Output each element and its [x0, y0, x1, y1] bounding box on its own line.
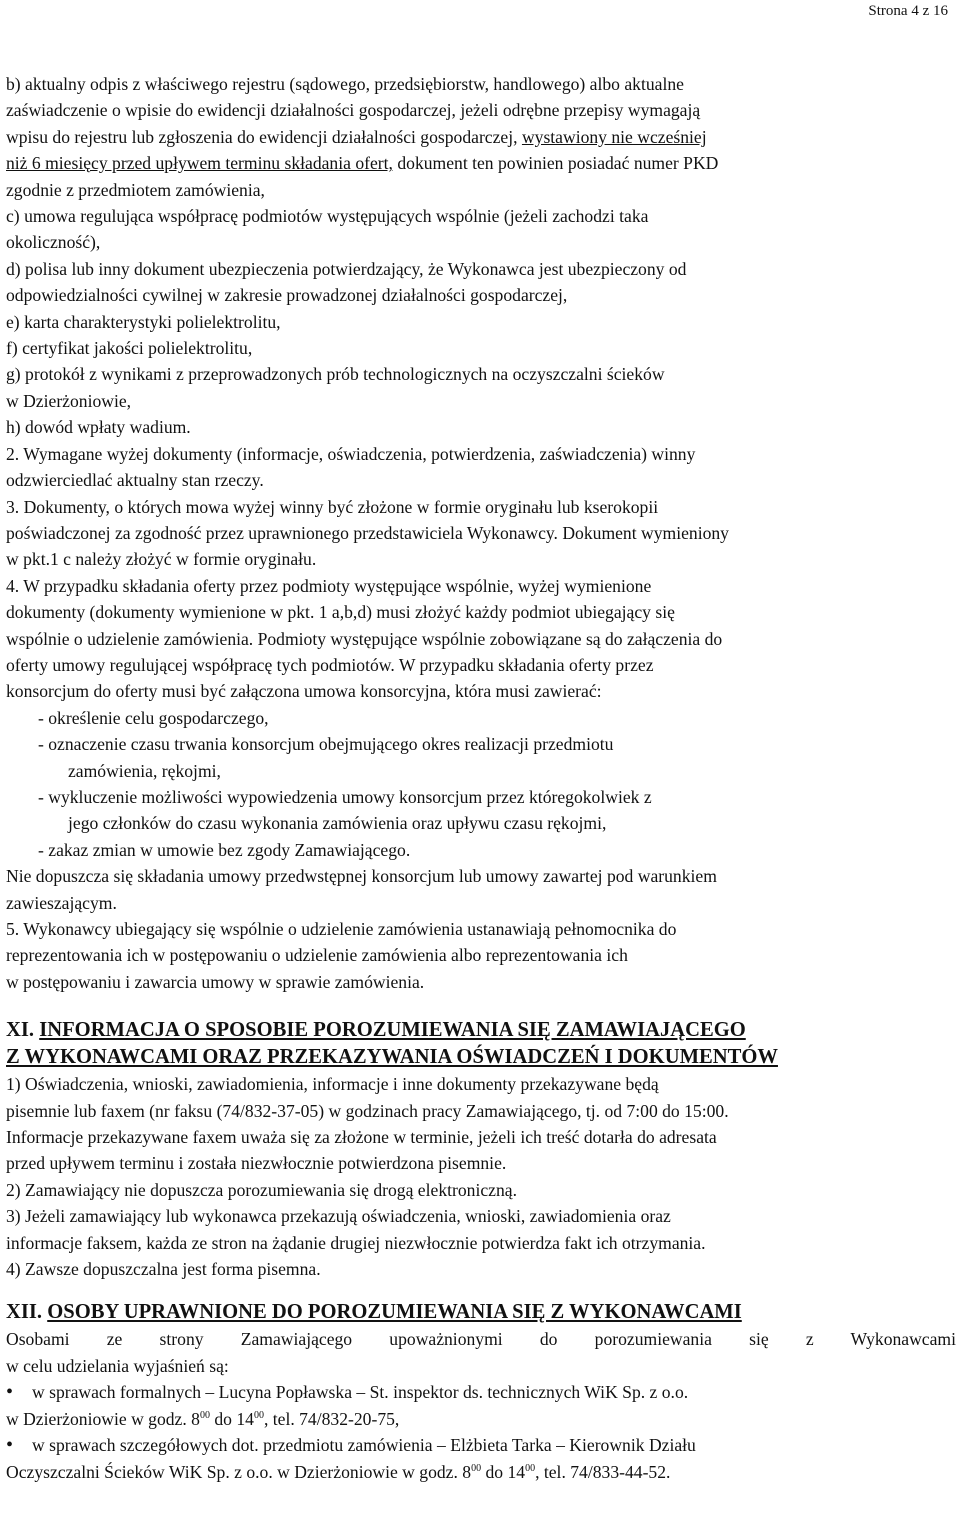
section-xi-heading: [6, 1017, 956, 1044]
superscript: 00: [471, 1462, 482, 1474]
text-span-underlined: wystawiony nie wcześniej: [521, 126, 707, 147]
text-span: w Dzierżoniowie w godz. 8: [6, 1408, 200, 1429]
text-line: h) dowód wpłaty wadium.: [6, 417, 191, 438]
list-item-continuation: zamówienia, rękojmi,: [68, 760, 221, 781]
page-number: Strona 4 z 16: [868, 3, 948, 19]
text-line: pisemnie lub faxem (nr faksu (74/832-37-05) w godzinach pracy Zamawiającego, tj. od 7:00 do 15:00.: [6, 1100, 729, 1121]
text-line: odpowiedzialności cywilnej w zakresie prowadzonej działalności gospodarczej,: [6, 285, 568, 306]
text-span: , tel. 74/833-44-52.: [535, 1461, 671, 1482]
section-xi-heading-line2: [6, 1044, 956, 1071]
text-line: [6, 150, 956, 176]
text-span: do 14: [209, 1408, 254, 1429]
section-title: INFORMACJA O SPOSOBIE POROZUMIEWANIA SIĘ ZAMAWIAJĄCEGO: [39, 1019, 746, 1042]
text-line: d) polisa lub inny dokument ubezpieczenia potwierdzający, że Wykonawca jest ubezpieczony od: [6, 258, 687, 279]
list-item: - zakaz zmian w umowie bez zgody Zamawiającego.: [38, 839, 411, 860]
text-line: b) aktualny odpis z właściwego rejestru (sądowego, przedsiębiorstw, handlowego) albo aktualne: [6, 74, 684, 94]
list-item: - wykluczenie możliwości wypowiedzenia umowy konsorcjum przez któregokolwiek z: [38, 786, 652, 807]
text-line: dokumenty (dokumenty wymienione w pkt. 1 a,b,d) musi złożyć każdy podmiot ubiegający się: [6, 602, 675, 623]
text-span-underlined: niż 6 miesięcy przed upływem terminu składania ofert,: [6, 153, 393, 174]
document-body: [6, 71, 956, 1485]
text-span: Oczyszczalni Ścieków WiK Sp. z o.o. w Dzierżoniowie w godz. 8: [6, 1461, 472, 1482]
text-line: 2) Zamawiający nie dopuszcza porozumiewania się drogą elektroniczną.: [6, 1179, 517, 1200]
text-line: 4) Zawsze dopuszczalna jest forma pisemna.: [6, 1259, 321, 1280]
section-number: XII.: [6, 1301, 43, 1324]
section-xii-heading: [6, 1299, 956, 1326]
superscript: 00: [525, 1462, 536, 1474]
text-line: 3) Jeżeli zamawiający lub wykonawca przekazują oświadczenia, wnioski, zawiadomienia oraz: [6, 1206, 671, 1227]
bullet-continuation: [6, 1459, 956, 1485]
text-line: [6, 124, 956, 150]
text-line: odzwierciedlać aktualny stan rzeczy.: [6, 470, 264, 491]
list-item: - oznaczenie czasu trwania konsorcjum obejmującego okres realizacji przedmiotu: [38, 734, 614, 755]
text-line: zaświadczenie o wpisie do ewidencji działalności gospodarczej, jeżeli odrębne przepisy wymagają: [6, 100, 701, 121]
text-line: e) karta charakterystyki polielektrolitu,: [6, 311, 281, 332]
text-line: przed upływem terminu i została niezwłocznie potwierdzona pisemnie.: [6, 1153, 507, 1174]
text-line: oferty umowy regulującej współpracę tych podmiotów. W przypadku składania oferty przez: [6, 654, 654, 675]
text-line: zawieszającym.: [6, 892, 117, 913]
text-line: Osobami ze strony Zamawiającego upoważnionymi do porozumiewania się z Wykonawcami: [6, 1329, 956, 1350]
text-line: 2. Wymagane wyżej dokumenty (informacje, oświadczenia, potwierdzenia, zaświadczenia) winny: [6, 443, 696, 464]
text-line: poświadczonej za zgodność przez uprawnionego przedstawiciela Wykonawcy. Dokument wymieniony: [6, 522, 729, 543]
text-line: Informacje przekazywane faxem uważa się za złożone w terminie, jeżeli ich treść dotarła do adresata: [6, 1127, 717, 1148]
section-spacer: [6, 995, 956, 1017]
text-line: informacje faksem, każda ze stron na żądanie drugiej niezwłocznie potwierdza fakt ich otrzymania.: [6, 1232, 706, 1253]
text-line: g) protokół z wynikami z przeprowadzonych prób technologicznych na oczyszczalni ścieków: [6, 364, 665, 385]
text-line: 5. Wykonawcy ubiegający się wspólnie o udzielenie zamówienia ustanawiają pełnomocnika do: [6, 919, 677, 939]
text-line: w pkt.1 c należy złożyć w formie oryginału.: [6, 549, 317, 570]
section-title: OSOBY UPRAWNIONE DO POROZUMIEWANIA SIĘ Z WYKONAWCAMI: [47, 1301, 742, 1324]
text-line: zgodnie z przedmiotem zamówienia,: [6, 179, 265, 200]
section-spacer: [6, 1282, 956, 1299]
text-span: do 14: [481, 1461, 526, 1482]
text-line: w celu udzielania wyjaśnień są:: [6, 1355, 229, 1376]
text-line: konsorcjum do oferty musi być załączona umowa konsorcyjna, która musi zawierać:: [6, 681, 602, 702]
text-line: 1) Oświadczenia, wnioski, zawiadomienia, informacje i inne dokumenty przekazywane będą: [6, 1074, 659, 1095]
superscript: 00: [253, 1409, 264, 1421]
bullet-item: • w sprawach formalnych – Lucyna Popławska – St. inspektor ds. technicznych WiK Sp. z o.o.: [6, 1379, 956, 1405]
text-span: , tel. 74/832-20-75,: [263, 1408, 400, 1429]
text-line: w postępowaniu i zawarcia umowy w sprawie zamówienia.: [6, 971, 425, 992]
text-span: wpisu do rejestru lub zgłoszenia do ewidencji działalności gospodarczej,: [6, 126, 518, 147]
text-line: wspólnie o udzielenie zamówienia. Podmioty występujące wspólnie zobowiązane są do załączenia do: [6, 628, 723, 649]
text-line: c) umowa regulująca współpracę podmiotów występujących wspólnie (jeżeli zachodzi taka: [6, 206, 649, 227]
list-item-continuation: jego członków do czasu wykonania zamówienia oraz upływu czasu rękojmi,: [68, 813, 607, 834]
text-line: 4. W przypadku składania oferty przez podmioty występujące wspólnie, wyżej wymienione: [6, 575, 652, 596]
superscript: 00: [199, 1409, 210, 1421]
section-number: XI.: [6, 1019, 35, 1042]
bullet-continuation: [6, 1406, 956, 1432]
text-line: reprezentowania ich w postępowaniu o udzielenie zamówienia albo reprezentowania ich: [6, 945, 628, 966]
bullet-item: • w sprawach szczegółowych dot. przedmiotu zamówienia – Elżbieta Tarka – Kierownik Działu: [6, 1432, 956, 1458]
text-line: Nie dopuszcza się składania umowy przedwstępnej konsorcjum lub umowy zawartej pod warunkiem: [6, 866, 717, 887]
text-line: 3. Dokumenty, o których mowa wyżej winny być złożone w formie oryginału lub kserokopii: [6, 496, 659, 517]
text-line: f) certyfikat jakości polielektrolitu,: [6, 338, 253, 359]
text-line: w Dzierżoniowie,: [6, 390, 132, 411]
list-item: - określenie celu gospodarczego,: [38, 707, 269, 728]
section-title: Z WYKONAWCAMI ORAZ PRZEKAZYWANIA OŚWIADCZEŃ I DOKUMENTÓW: [6, 1046, 778, 1069]
text-line: okoliczność),: [6, 232, 101, 253]
text-span: dokument ten powinien posiadać numer PKD: [397, 153, 719, 174]
